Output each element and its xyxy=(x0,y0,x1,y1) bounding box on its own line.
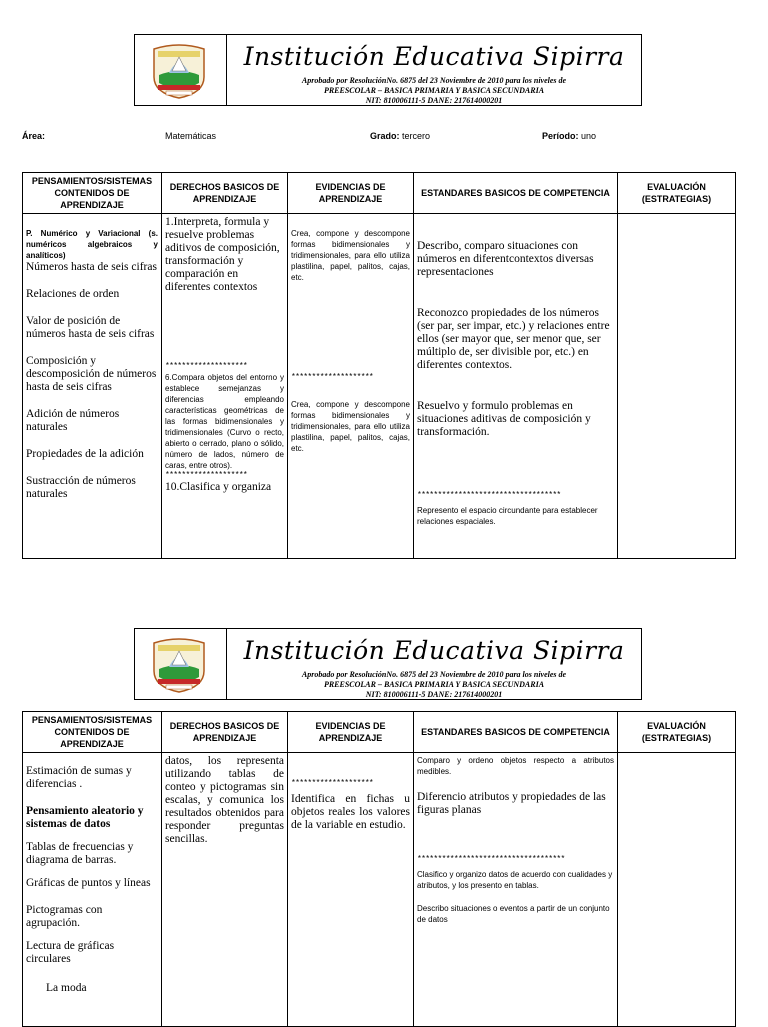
dba-item: 1.Interpreta, formula y resuelve problemas aditivos de composición, transformación y comparación en diferentes contextos xyxy=(165,216,280,293)
institution-info xyxy=(227,629,641,699)
grade-value: tercero xyxy=(402,131,431,141)
institution-header xyxy=(134,628,642,700)
content-item: Lectura de gráficas circulares xyxy=(26,940,115,965)
area-value: Matemáticas xyxy=(165,131,217,141)
evaluation-cell xyxy=(618,753,736,1027)
col-header-contents: PENSAMIENTOS/SISTEMAS CONTENIDOS DE APRENDIZAJE xyxy=(23,173,162,214)
standard-item: Clasifico y organizo datos de acuerdo con cualidades y atributos, y los presento en tablas. xyxy=(417,870,613,890)
standard-item: Comparo y ordeno objetos respecto a atributos medibles. xyxy=(417,756,614,776)
content-item: Valor de posición de números hasta de seis cifras xyxy=(26,315,155,340)
period-value: uno xyxy=(581,131,597,141)
col-header-evidence: EVIDENCIAS DE APRENDIZAJE xyxy=(288,173,414,214)
content-item: Sustracción de números naturales xyxy=(26,475,136,500)
institution-name: Institución Educativa Sipirra xyxy=(243,636,625,665)
evaluation-cell xyxy=(618,214,736,559)
contents-heading: P. Numérico y Variacional (s. numéricos algebraicos y analíticos) xyxy=(26,229,158,260)
curriculum-table-page1 xyxy=(22,172,736,559)
evidence-cell xyxy=(288,214,414,559)
standard-item: Describo situaciones o eventos a partir de un conjunto de datos xyxy=(417,904,610,924)
col-header-dba: DERECHOS BASICOS DE APRENDIZAJE xyxy=(162,173,288,214)
separator-stars: ************************************ xyxy=(417,855,565,864)
standards-cell xyxy=(414,214,618,559)
approval-text: Aprobado por ResoluciónNo. 6875 del 23 Noviembre de 2010 para los niveles de PREESCOLAR – BASICA PRIMARIA Y BASICA SECUNDARIA NIT: 810006111-5 DANE: 217614000201 xyxy=(301,670,567,699)
evidence-item: Identifica en fichas u objetos reales los valores de la variable en estudio. xyxy=(291,793,410,831)
curriculum-table-page2 xyxy=(22,711,736,1027)
col-header-dba: DERECHOS BASICOS DE APRENDIZAJE xyxy=(162,712,288,753)
col-header-standards: ESTANDARES BASICOS DE COMPETENCIA xyxy=(414,173,618,214)
course-meta xyxy=(0,131,768,147)
content-item: Gráficas de puntos y líneas xyxy=(26,877,151,889)
table-row xyxy=(23,753,736,1027)
contents-heading: Pensamiento aleatorio y sistemas de datos xyxy=(26,805,144,830)
standard-item: Describo, comparo situaciones con números en diferentcontextos diversas representaciones xyxy=(417,240,594,278)
content-item: Composición y descomposición de números hasta de seis cifras xyxy=(26,355,157,393)
col-header-standards: ESTANDARES BASICOS DE COMPETENCIA xyxy=(414,712,618,753)
content-item: Pictogramas con agrupación. xyxy=(26,904,103,929)
evidence-item: Crea, compone y descompone formas bidimensionales y tridimensionales, para ello utiliza plastilina, papel, palitos, cajas, etc. xyxy=(291,400,410,453)
standard-item: Represento el espacio circundante para establecer relaciones espaciales. xyxy=(417,506,598,526)
grade-label: Grado: xyxy=(370,131,400,141)
dba-cell xyxy=(162,753,288,1027)
contents-cell xyxy=(23,214,162,559)
table-header-row xyxy=(23,712,736,753)
dba-item: 6.Compara objetos del entorno y establece semejanzas y diferencias empleando características geométricas de las formas bidimensionales y tridimensionales (Curvo o recto, abierto o cerrado, plano o sólido, número de lados, número de caras, entre otros). xyxy=(165,373,284,470)
separator-stars: ******************** xyxy=(165,362,248,371)
institution-info xyxy=(227,35,641,105)
institution-name: Institución Educativa Sipirra xyxy=(243,42,625,71)
table-row xyxy=(23,214,736,559)
logo-cell xyxy=(135,629,227,699)
period-label: Período: xyxy=(542,131,579,141)
content-item: Propiedades de la adición xyxy=(26,448,144,460)
evidence-cell xyxy=(288,753,414,1027)
content-item: Números hasta de seis cifras xyxy=(26,261,157,273)
area-label: Área: xyxy=(22,131,46,141)
logo-cell xyxy=(135,35,227,105)
standards-cell xyxy=(414,753,618,1027)
col-header-contents: PENSAMIENTOS/SISTEMAS CONTENIDOS DE APRENDIZAJE xyxy=(23,712,162,753)
content-item: Adición de números naturales xyxy=(26,408,120,433)
dba-item: datos, los representa utilizando tablas de conteo y pictogramas sin escalas, y comunica los resultados obtenidos para responder preguntas sencillas. xyxy=(165,755,284,845)
dba-cell xyxy=(162,214,288,559)
separator-stars: ******************** xyxy=(291,373,374,382)
evidence-item: Crea, compone y descompone formas bidimensionales y tridimensionales, para ello utiliza plastilina, papel, palitos, cajas, etc. xyxy=(291,229,410,282)
table-header-row xyxy=(23,173,736,214)
content-item: La moda xyxy=(46,982,87,994)
school-crest-icon xyxy=(144,43,214,99)
institution-header xyxy=(134,34,642,106)
content-item: Tablas de frecuencias y diagrama de barras. xyxy=(26,841,134,866)
col-header-evidence: EVIDENCIAS DE APRENDIZAJE xyxy=(288,712,414,753)
standard-item: Diferencio atributos y propiedades de las figuras planas xyxy=(417,791,606,816)
col-header-evaluation: EVALUACIÓN (ESTRATEGIAS) xyxy=(618,173,736,214)
school-crest-icon xyxy=(144,637,214,693)
standard-item: Resuelvo y formulo problemas en situaciones aditivas de composición y transformación. xyxy=(417,400,591,438)
separator-stars: *********************************** xyxy=(417,491,561,500)
content-item: Estimación de sumas y diferencias . xyxy=(26,765,132,790)
approval-text: Aprobado por ResoluciónNo. 6875 del 23 Noviembre de 2010 para los niveles de PREESCOLAR – BASICA PRIMARIA Y BASICA SECUNDARIA NIT: 810006111-5 DANE: 217614000201 xyxy=(301,76,567,105)
content-item: Relaciones de orden xyxy=(26,288,120,300)
separator-stars: ******************** xyxy=(165,471,248,480)
separator-stars: ******************** xyxy=(291,779,374,788)
dba-item: 10.Clasifica y organiza xyxy=(165,481,272,493)
contents-cell xyxy=(23,753,162,1027)
standard-item: Reconozco propiedades de los números (ser par, ser impar, etc.) y relaciones entre ellos (ser mayor que, ser menor que, ser múltiplo de, ser divisible por, etc.) en diferentes contextos. xyxy=(417,307,610,371)
col-header-evaluation: EVALUACIÓN (ESTRATEGIAS) xyxy=(618,712,736,753)
